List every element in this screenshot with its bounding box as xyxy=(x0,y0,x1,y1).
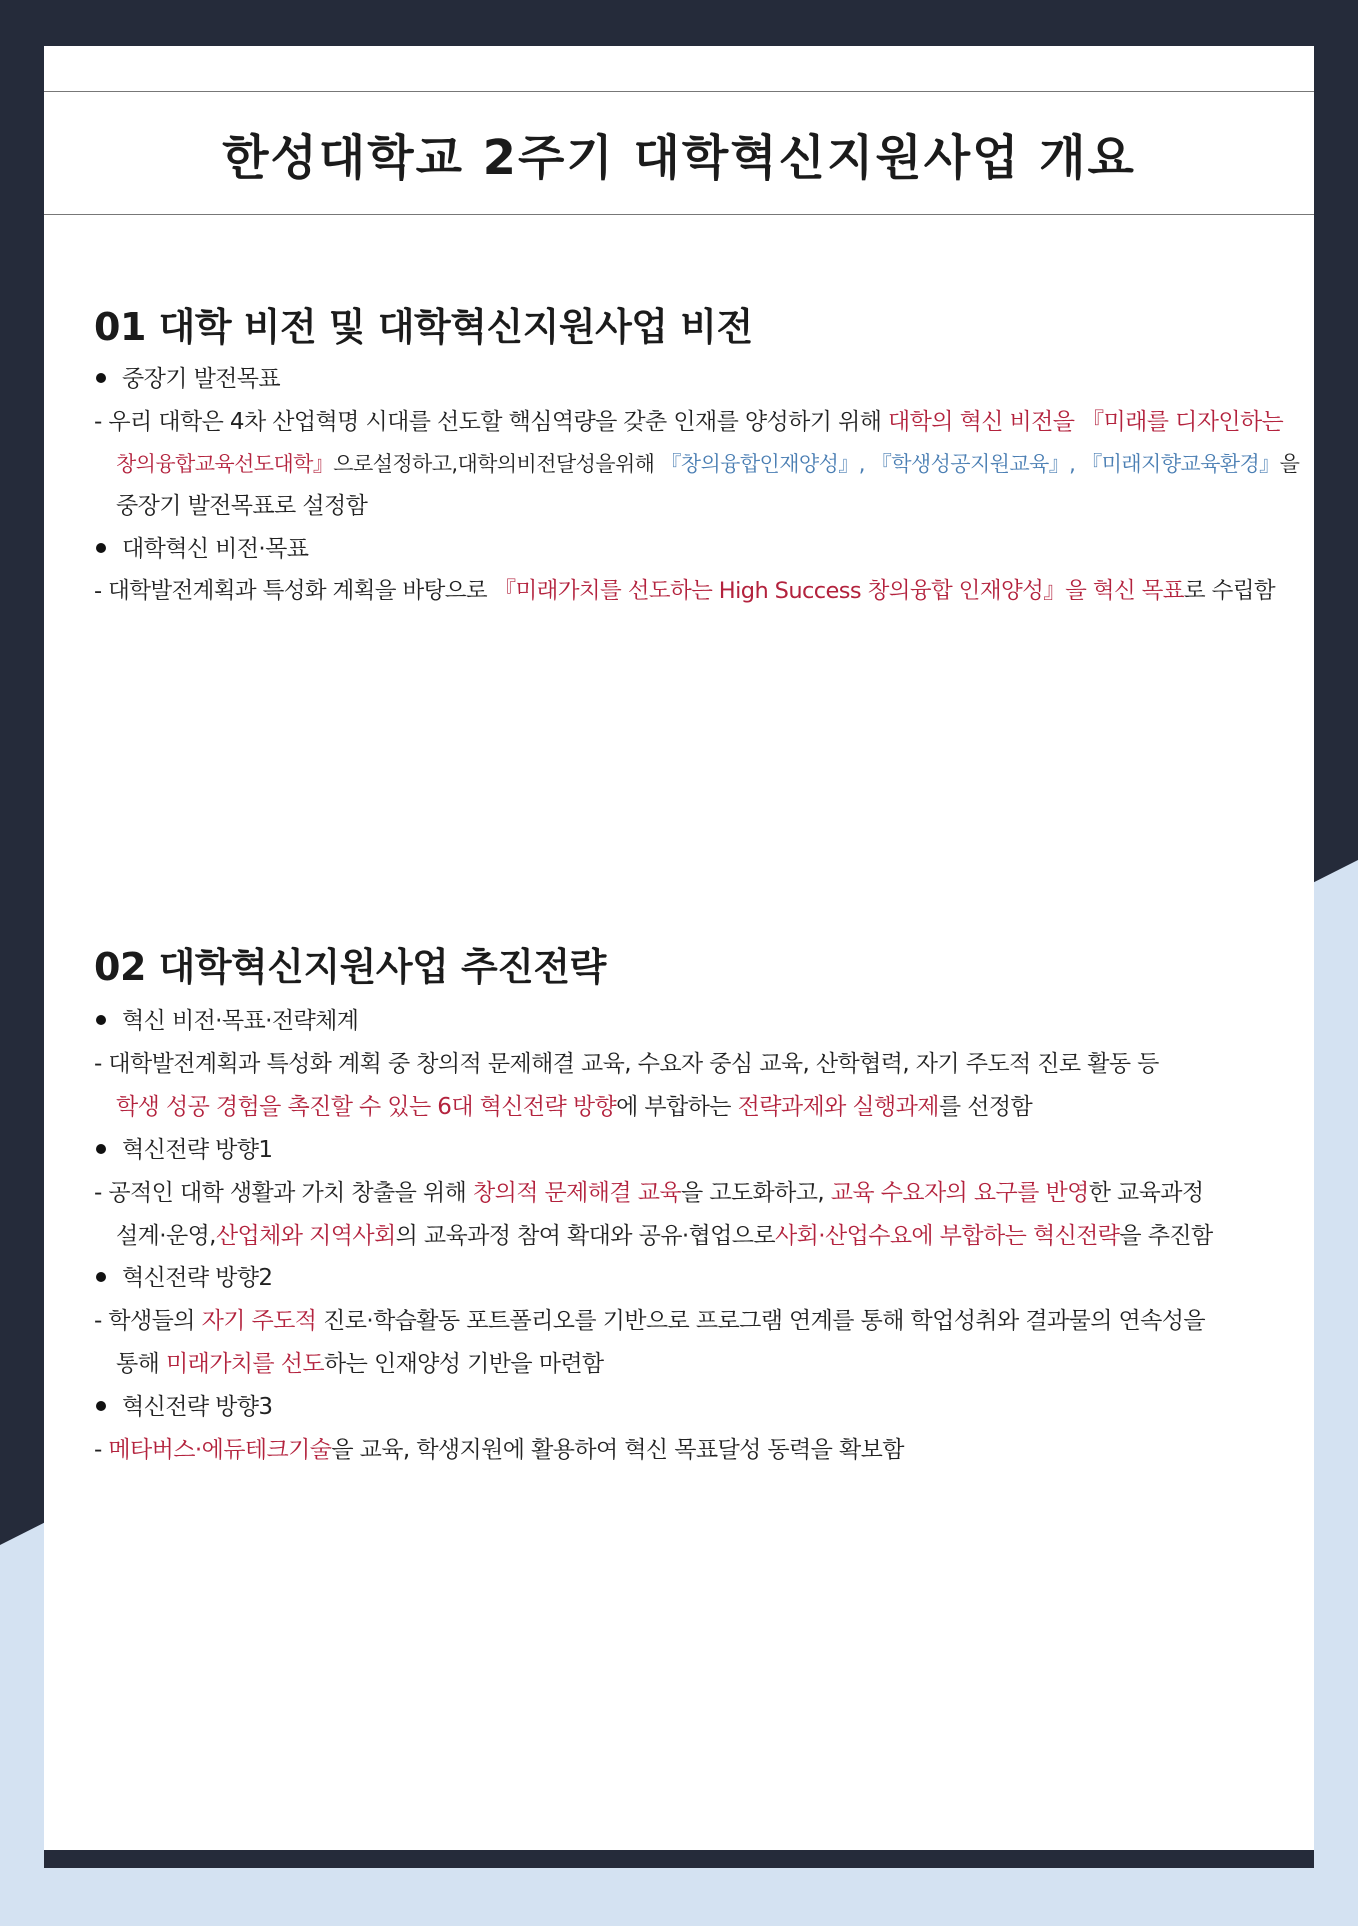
description-line: - 학생들의 자기 주도적 진로·학습활동 포트폴리오를 기반으로 프로그램 연계를 통해 학업성취와 결과물의 연속성을 xyxy=(94,1308,1206,1334)
title-bar xyxy=(44,91,1314,215)
description-line: 학생 성공 경험을 촉진할 수 있는 6대 혁신전략 방향에 부합하는 전략과제와 실행과제를 선정함 xyxy=(116,1094,1033,1120)
bullet-label: 중장기 발전목표 xyxy=(122,366,281,392)
bullet-item xyxy=(96,1392,1286,1422)
highlight-red: 자기 주도적 xyxy=(201,1308,317,1334)
highlight-red: 메타버스·에듀테크기술 xyxy=(108,1437,332,1463)
description-line: - 메타버스·에듀테크기술을 교육, 학생지원에 활용하여 혁신 목표달성 동력을 확보함 xyxy=(94,1437,904,1463)
highlight-red: 『미래가치를 선도하는 High Success 창의융합 인재양성』을 혁신 목표 xyxy=(493,578,1184,604)
document-page xyxy=(44,46,1314,1852)
description-line: - 공적인 대학 생활과 가치 창출을 위해 창의적 문제해결 교육을 고도화하고, 교육 수요자의 요구를 반영한 교육과정 xyxy=(94,1180,1204,1206)
description-line: - 대학발전계획과 특성화 계획 중 창의적 문제해결 교육, 수요자 중심 교육, 산학협력, 자기 주도적 진로 활동 등 xyxy=(94,1051,1159,1077)
bullet-item xyxy=(96,1263,1286,1293)
highlight-red: 대학의 혁신 비전을 『미래를 디자인하는 xyxy=(888,409,1284,435)
highlight-red: 산업체와 지역사회 xyxy=(215,1223,396,1249)
highlight-red: 창의융합교육선도대학』 xyxy=(116,452,334,476)
highlight-red: 사회·산업수요에 부합하는 혁신전략 xyxy=(775,1223,1120,1249)
description-line: 설계·운영,산업체와 지역사회의 교육과정 참여 확대와 공유·협업으로사회·산업수요에 부합하는 혁신전략을 추진함 xyxy=(116,1223,1213,1249)
bullet-label: 혁신전략 방향2 xyxy=(122,1265,273,1291)
bullet-dot-icon xyxy=(96,1015,106,1025)
bullet-dot-icon xyxy=(96,543,106,553)
bullet-dot-icon xyxy=(96,1401,106,1411)
bottom-bar xyxy=(44,1850,1314,1868)
bullet-item xyxy=(96,1006,1286,1036)
bullet-dot-icon xyxy=(96,1272,106,1282)
bullet-label: 대학혁신 비전·목표 xyxy=(122,536,309,562)
description-line: 창의융합교육선도대학』으로설정하고,대학의비전달성을위해 『창의융합인재양성』, 『학생성공지원교육』, 『미래지향교육환경』을 xyxy=(116,452,1300,476)
bullet-label: 혁신전략 방향1 xyxy=(122,1137,273,1163)
bullet-dot-icon xyxy=(96,1144,106,1154)
bullet-item xyxy=(96,1135,1286,1165)
page-title: 한성대학교 2주기 대학혁신지원사업 개요 xyxy=(222,129,1136,186)
highlight-red: 미래가치를 선도 xyxy=(165,1351,324,1377)
bullet-dot-icon xyxy=(96,373,106,383)
description-line: 중장기 발전목표로 설정함 xyxy=(116,493,368,519)
bullet-label: 혁신 비전·목표·전략체계 xyxy=(122,1008,359,1034)
bullet-item xyxy=(96,364,1286,394)
description-line: - 우리 대학은 4차 산업혁명 시대를 선도할 핵심역량을 갖춘 인재를 양성하기 위해 대학의 혁신 비전을 『미래를 디자인하는 xyxy=(94,409,1284,435)
description-line: - 대학발전계획과 특성화 계획을 바탕으로 『미래가치를 선도하는 High Success 창의융합 인재양성』을 혁신 목표로 수립함 xyxy=(94,578,1275,604)
section-heading-vision: 01 대학 비전 및 대학혁신지원사업 비전 xyxy=(94,305,753,349)
highlight-red: 학생 성공 경험을 촉진할 수 있는 6대 혁신전략 방향 xyxy=(116,1094,617,1120)
highlight-red: 교육 수요자의 요구를 반영 xyxy=(830,1180,1089,1206)
bullet-label: 혁신전략 방향3 xyxy=(122,1394,273,1420)
description-line: 통해 미래가치를 선도하는 인재양성 기반을 마련함 xyxy=(116,1351,604,1377)
section-heading-strategy: 02 대학혁신지원사업 추진전략 xyxy=(94,945,606,989)
highlight-red: 창의적 문제해결 교육 xyxy=(472,1180,681,1206)
highlight-blue: 『창의융합인재양성』, 『학생성공지원교육』, 『미래지향교육환경』 xyxy=(660,452,1280,476)
highlight-red: 전략과제와 실행과제 xyxy=(737,1094,939,1120)
bullet-item xyxy=(96,534,1286,564)
